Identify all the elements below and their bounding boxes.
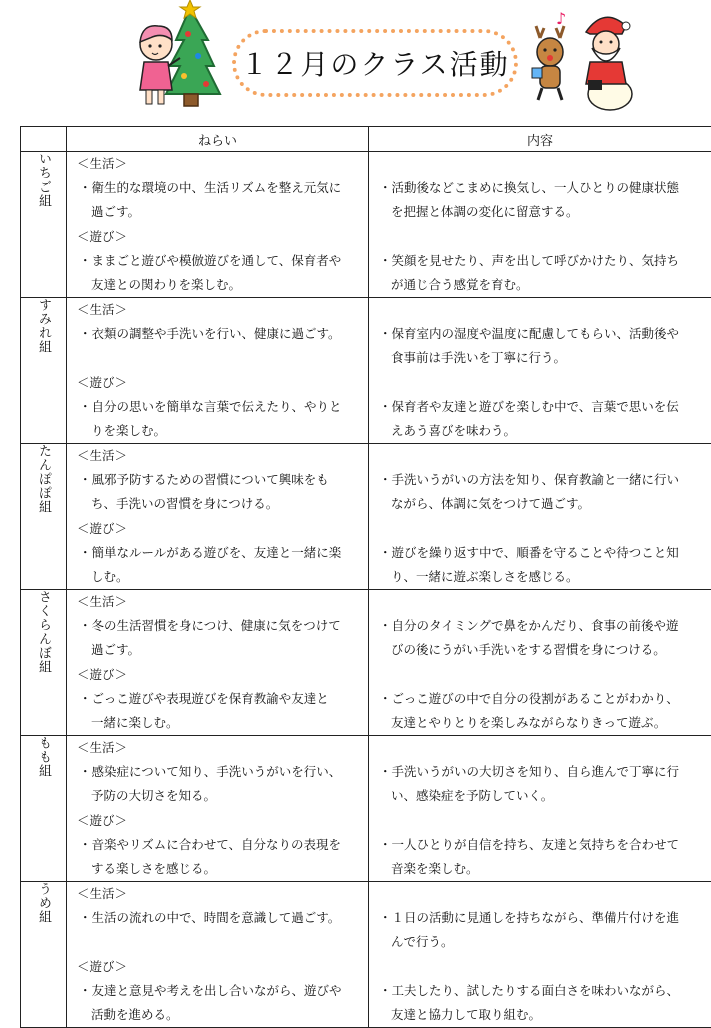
life-label: ＜生活＞ — [67, 590, 368, 614]
content-text: ・遊びを繰り返す中で、順番を守ることや待つこと知 — [369, 541, 711, 565]
content-text: を把握と体調の変化に留意する。 — [369, 200, 711, 224]
aim-cell — [67, 298, 369, 444]
table-row — [21, 298, 711, 444]
class-name: たんぽぽ組 — [37, 444, 50, 514]
aim-play-text: りを楽しむ。 — [67, 419, 368, 443]
aim-cell — [67, 590, 369, 736]
aim-play-text: ・ごっこ遊びや表現遊びを保育教諭や友達と — [67, 687, 368, 711]
aim-play-text: ・ままごと遊びや模倣遊びを通して、保育者や — [67, 249, 368, 273]
content-text: ながら、体調に気をつけて過ごす。 — [369, 492, 711, 516]
aim-play-text: ・自分の思いを簡単な言葉で伝えたり、やりと — [67, 395, 368, 419]
content-text: んで行う。 — [369, 930, 711, 954]
class-name: いちご組 — [37, 152, 50, 208]
reindeer-santa-illustration — [526, 4, 636, 112]
play-label: ＜遊び＞ — [67, 371, 368, 395]
play-label: ＜遊び＞ — [67, 225, 368, 249]
content-text: 友達と協力して取り組む。 — [369, 1003, 711, 1027]
content-text: ・一人ひとりが自信を持ち、友達と気持ちを合わせて — [369, 833, 711, 857]
class-name-cell — [21, 736, 67, 882]
life-label: ＜生活＞ — [67, 152, 368, 176]
class-name-cell — [21, 152, 67, 298]
class-name-cell — [21, 298, 67, 444]
content-cell — [369, 736, 711, 882]
title-frame — [232, 29, 518, 97]
class-activity-table — [20, 126, 711, 1028]
content-text: 音楽を楽しむ。 — [369, 857, 711, 881]
content-text: り、一緒に遊ぶ楽しさを感じる。 — [369, 565, 711, 589]
aim-life-text: 予防の大切さを知る。 — [67, 784, 368, 808]
table-row — [21, 736, 711, 882]
play-label: ＜遊び＞ — [67, 517, 368, 541]
page-header — [0, 0, 711, 122]
aim-life-text: ち、手洗いの習慣を身につける。 — [67, 492, 368, 516]
play-label: ＜遊び＞ — [67, 663, 368, 687]
content-cell — [369, 590, 711, 736]
aim-life-text: ・生活の流れの中で、時間を意識して過ごす。 — [67, 906, 368, 930]
table-row — [21, 444, 711, 590]
content-text: ・１日の活動に見通しを持ちながら、準備片付けを進 — [369, 906, 711, 930]
table-row — [21, 152, 711, 298]
aim-cell — [67, 736, 369, 882]
aim-life-text: ・冬の生活習慣を身につけ、健康に気をつけて — [67, 614, 368, 638]
content-cell — [369, 444, 711, 590]
content-cell — [369, 152, 711, 298]
life-label: ＜生活＞ — [67, 298, 368, 322]
aim-play-text: ・音楽やリズムに合わせて、自分なりの表現を — [67, 833, 368, 857]
aim-play-text: 友達との関わりを楽しむ。 — [67, 273, 368, 297]
class-name-cell — [21, 882, 67, 1028]
content-text: ・笑顔を見せたり、声を出して呼びかけたり、気持ち — [369, 249, 711, 273]
class-name: うめ組 — [37, 882, 50, 924]
content-text: えあう喜びを味わう。 — [369, 419, 711, 443]
life-label: ＜生活＞ — [67, 736, 368, 760]
life-label: ＜生活＞ — [67, 882, 368, 906]
class-name: もも組 — [37, 736, 50, 778]
content-text: ・手洗いうがいの大切さを知り、自ら進んで丁寧に行 — [369, 760, 711, 784]
aim-life-text: ・衣類の調整や手洗いを行い、健康に過ごす。 — [67, 322, 368, 346]
aim-play-text: する楽しさを感じる。 — [67, 857, 368, 881]
aim-play-text: しむ。 — [67, 565, 368, 589]
class-name-cell — [21, 590, 67, 736]
content-text: びの後にうがい手洗いをする習慣を身につける。 — [369, 638, 711, 662]
content-cell — [369, 298, 711, 444]
content-text: が通じ合う感覚を育む。 — [369, 273, 711, 297]
class-name-cell — [21, 444, 67, 590]
content-text: ・自分のタイミングで鼻をかんだり、食事の前後や遊 — [369, 614, 711, 638]
page-title: １２月のクラス活動 — [240, 43, 509, 83]
svg-text:♪: ♪ — [556, 9, 566, 28]
aim-cell — [67, 444, 369, 590]
aim-life-text: ・風邪予防するための習慣について興味をも — [67, 468, 368, 492]
aim-life-text: ・衛生的な環境の中、生活リズムを整え元気に — [67, 176, 368, 200]
aim-cell — [67, 152, 369, 298]
content-text: ・保育室内の湿度や温度に配慮してもらい、活動後や — [369, 322, 711, 346]
content-text: 食事前は手洗いを丁寧に行う。 — [369, 346, 711, 370]
play-label: ＜遊び＞ — [67, 809, 368, 833]
content-cell — [369, 882, 711, 1028]
content-text: ・工夫したり、試したりする面白さを味わいながら、 — [369, 979, 711, 1003]
play-label: ＜遊び＞ — [67, 955, 368, 979]
aim-life-text: 過ごす。 — [67, 638, 368, 662]
girl-christmas-tree-illustration — [128, 0, 228, 112]
header-content: 内容 — [369, 127, 711, 152]
aim-life-text: ・感染症について知り、手洗いうがいを行い、 — [67, 760, 368, 784]
header-class-cell — [21, 127, 67, 152]
header-aim: ねらい — [67, 127, 369, 152]
table-row — [21, 882, 711, 1028]
aim-play-text: 活動を進める。 — [67, 1003, 368, 1027]
class-name: すみれ組 — [37, 298, 50, 354]
aim-cell — [67, 882, 369, 1028]
table-row — [21, 590, 711, 736]
content-text: ・活動後などこまめに換気し、一人ひとりの健康状態 — [369, 176, 711, 200]
content-text: い、感染症を予防していく。 — [369, 784, 711, 808]
content-text: ・手洗いうがいの方法を知り、保育教諭と一緒に行い — [369, 468, 711, 492]
aim-play-text: 一緒に楽しむ。 — [67, 711, 368, 735]
aim-play-text: ・友達と意見や考えを出し合いながら、遊びや — [67, 979, 368, 1003]
life-label: ＜生活＞ — [67, 444, 368, 468]
class-name: さくらんぼ組 — [37, 590, 50, 674]
aim-play-text: ・簡単なルールがある遊びを、友達と一緒に楽 — [67, 541, 368, 565]
aim-life-text: 過ごす。 — [67, 200, 368, 224]
table-header-row — [21, 127, 711, 152]
content-text: 友達とやりとりを楽しみながらなりきって遊ぶ。 — [369, 711, 711, 735]
content-text: ・ごっこ遊びの中で自分の役割があることがわかり、 — [369, 687, 711, 711]
content-text: ・保育者や友達と遊びを楽しむ中で、言葉で思いを伝 — [369, 395, 711, 419]
